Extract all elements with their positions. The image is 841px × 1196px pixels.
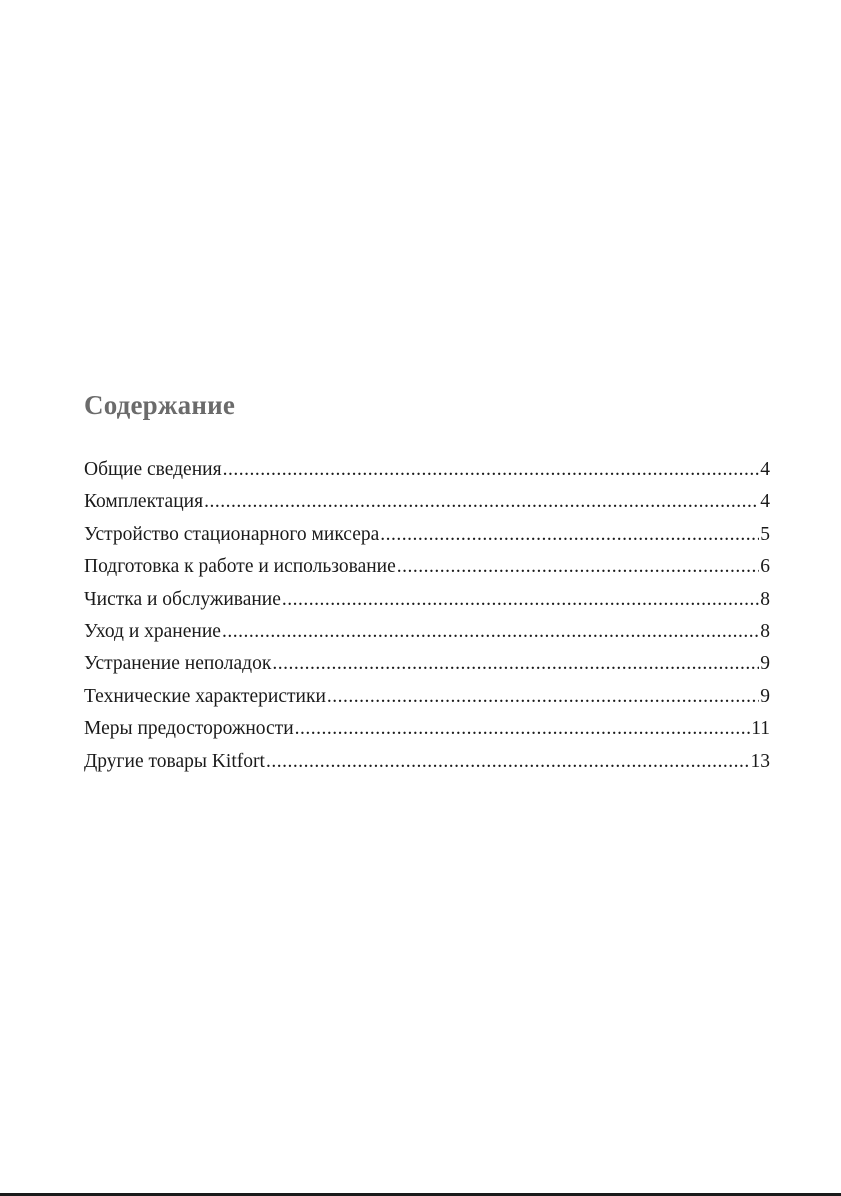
page-title: Содержание (84, 390, 236, 420)
toc-leader-dots (222, 616, 759, 648)
toc-entry-page: 5 (760, 523, 770, 545)
toc-entry-page: 4 (760, 459, 770, 480)
toc-entry-label: Комплектация (84, 491, 204, 513)
toc-entry[interactable] (84, 746, 770, 778)
toc-leader-dots (282, 584, 759, 616)
toc-entry[interactable] (84, 681, 770, 713)
toc-leader-dots (204, 486, 759, 518)
toc-leader-dots (266, 746, 750, 778)
toc-entry-page: 4 (760, 491, 770, 513)
toc-leader-dots (327, 681, 759, 713)
toc-entry[interactable] (84, 584, 770, 616)
toc-entry-page: 8 (760, 588, 770, 610)
toc-entry[interactable] (84, 551, 770, 583)
toc-entry[interactable] (84, 519, 770, 551)
toc-leader-dots (223, 454, 760, 486)
toc-entry[interactable] (84, 616, 770, 648)
toc-entry[interactable] (84, 454, 770, 486)
toc-entry-label: Уход и хранение (84, 620, 221, 642)
toc-entry[interactable] (84, 648, 770, 680)
toc-entry-label: Подготовка к работе и использование (84, 556, 396, 578)
toc-leader-dots (272, 648, 759, 680)
table-of-contents (84, 454, 770, 778)
toc-leader-dots (397, 551, 759, 583)
toc-entry-label: Другие товары Kitfort (84, 750, 265, 772)
toc-entry-label: Общие сведения (84, 459, 222, 480)
toc-entry-page: 11 (751, 718, 770, 740)
toc-entry-label: Устройство стационарного миксера (84, 523, 380, 545)
toc-entry-page: 6 (760, 556, 770, 578)
toc-entry-label: Технические характеристики (84, 685, 326, 707)
toc-entry-page: 13 (750, 750, 770, 772)
toc-entry-label: Меры предосторожности (84, 718, 294, 740)
toc-entry[interactable] (84, 713, 770, 745)
toc-entry[interactable] (84, 486, 770, 518)
toc-leader-dots (295, 713, 751, 745)
toc-entry-page: 9 (760, 685, 770, 707)
toc-leader-dots (380, 519, 759, 551)
toc-entry-page: 8 (760, 620, 770, 642)
toc-entry-label: Чистка и обслуживание (84, 588, 281, 610)
toc-entry-label: Устранение неполадок (84, 653, 272, 675)
toc-entry-page: 9 (760, 653, 770, 675)
